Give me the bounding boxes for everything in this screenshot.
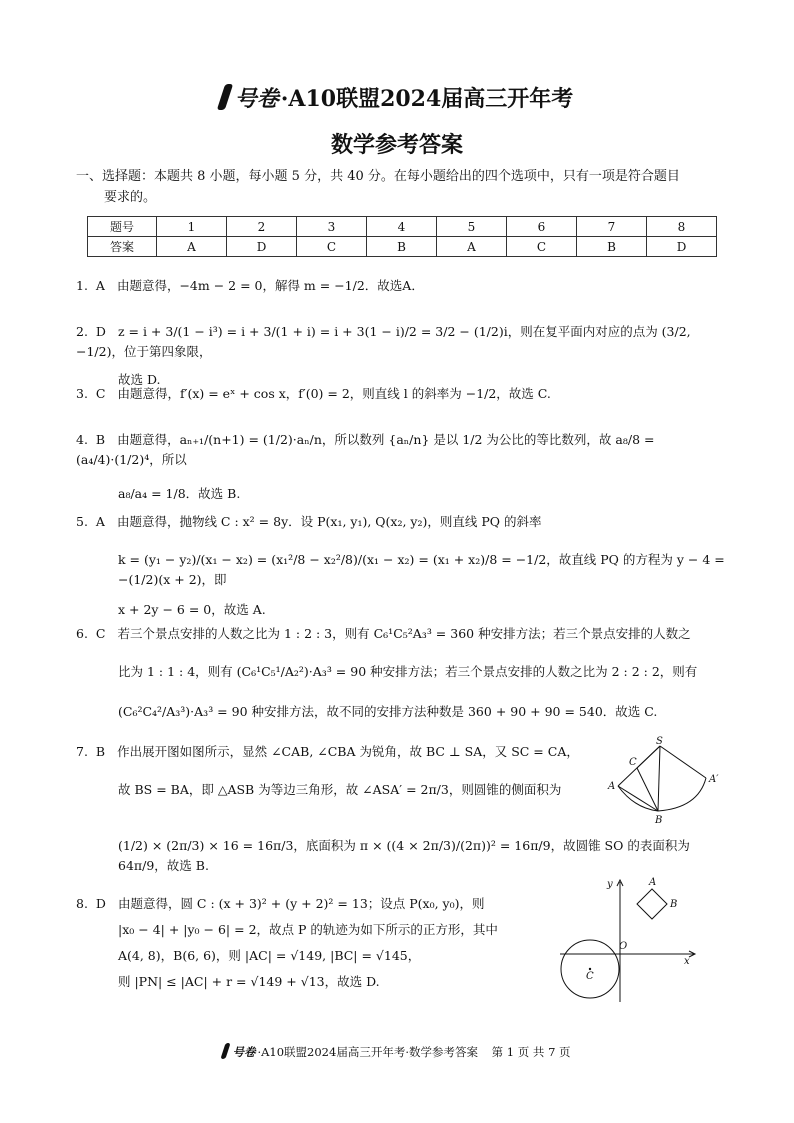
question-7 xyxy=(76,742,616,800)
label-C: C xyxy=(629,757,637,768)
question-text-cont: 则 |PN| ≤ |AC| + r = √149 + √13，故选 D. xyxy=(118,974,380,989)
section-heading xyxy=(76,166,726,208)
center-point xyxy=(589,968,591,970)
question-1 xyxy=(76,276,726,296)
table-cell: A xyxy=(437,237,507,257)
label-x: x xyxy=(684,956,690,967)
table-cell: B xyxy=(367,237,437,257)
label-B: B xyxy=(670,899,678,910)
table-cell: 5 xyxy=(437,217,507,237)
footer-logo-text: 号卷 xyxy=(232,1045,256,1059)
question-text-cont: A(4, 8)，B(6, 6)，则 |AC| = √149, |BC| = √145， xyxy=(118,948,421,963)
question-text-cont: k = (y₁ − y₂)/(x₁ − x₂) = (x₁²/8 − x₂²/8)/(x₁ − x₂) = (x₁ + x₂)/8 = −1/2，故直线 PQ 的方程为 y − 4 = −(1/2)(x + 2)，即 xyxy=(118,552,725,587)
question-answer: D xyxy=(95,896,106,911)
table-row-numbers xyxy=(88,217,717,237)
answer-table xyxy=(87,216,717,257)
table-cell: A xyxy=(157,237,227,257)
question-answer: B xyxy=(95,744,106,759)
page-number: 第 1 页 共 7 页 xyxy=(491,1045,571,1059)
figure-arc-BA2 xyxy=(658,778,706,811)
table-cell: 8 xyxy=(647,217,717,237)
question-7-text-cont: (1/2) × (2π/3) × 16 = 16π/3，底面积为 π × ((4 × 2π/3)/(2π))² = 16π/9，故圆锥 SO 的表面积为 64π/9，故选 B. xyxy=(118,838,690,873)
question-text: 由题意得，−4m − 2 = 0，解得 m = −1/2．故选A． xyxy=(116,278,424,293)
label-A: A xyxy=(608,781,616,792)
brand-logo-icon xyxy=(216,84,232,110)
question-number: 2. xyxy=(76,324,88,339)
question-number: 5. xyxy=(76,514,88,529)
figure-line-SA2 xyxy=(660,746,706,778)
page-title xyxy=(0,82,794,113)
question-2 xyxy=(76,322,726,390)
question-8 xyxy=(76,894,546,992)
question-text: 由题意得，抛物线 C : x² = 8y．设 P(x₁, y₁), Q(x₂, y₂)，则直线 PQ 的斜率 xyxy=(116,514,542,529)
question-6 xyxy=(76,624,726,722)
table-cell: 6 xyxy=(507,217,577,237)
label-y: y xyxy=(607,879,613,890)
coordinate-figure xyxy=(550,872,700,1012)
label-S: S xyxy=(656,736,663,747)
table-cell: 2 xyxy=(227,217,297,237)
table-row-answers xyxy=(88,237,717,257)
question-answer: B xyxy=(95,432,106,447)
table-cell: D xyxy=(647,237,717,257)
question-number: 4. xyxy=(76,432,88,447)
table-header-cell: 题号 xyxy=(88,217,157,237)
label-O: O xyxy=(619,941,628,952)
question-text-cont: 比为 1 : 1 : 4，则有 (C₆¹C₅¹/A₂²)·A₃³ = 90 种安排方法；若三个景点安排的人数之比为 2 : 2 : 2，则有 xyxy=(118,664,698,679)
question-number: 7. xyxy=(76,744,88,759)
question-text: 作出展开图如图所示，显然 ∠CAB, ∠CBA 为锐角，故 BC ⊥ SA，又 SC = CA， xyxy=(117,744,579,759)
question-text-cont: x + 2y − 6 = 0，故选 A. xyxy=(118,602,266,617)
label-A: A xyxy=(649,877,657,888)
page-subtitle: 数学参考答案 xyxy=(330,132,463,158)
question-3 xyxy=(76,384,726,404)
question-text: 若三个景点安排的人数之比为 1 : 2 : 3，则有 C₆¹C₅²A₃³ = 360 种安排方法；若三个景点安排的人数之 xyxy=(117,626,691,641)
question-text: 由题意得，f′(x) = eˣ + cos x，f′(0) = 2，则直线 l 的斜率为 −1/2，故选 C. xyxy=(117,386,551,401)
question-text: z = i + 3/(1 − i³) = i + 3/(1 + i) = i + 3(1 − i)/2 = 3/2 − (1/2)i，则在复平面内对应的点为 (3/2, −1/2)，位于第四象限， xyxy=(76,324,691,359)
question-answer: A xyxy=(95,514,105,529)
figure-line-SC xyxy=(637,746,660,768)
question-text-cont: (C₆²C₄²/A₃³)·A₃³ = 90 种安排方法，故不同的安排方法种数是 360 + 90 + 90 = 540．故选 C. xyxy=(118,704,658,719)
title-line1: ·A10联盟2024届高三开年考 xyxy=(280,86,574,112)
label-B: B xyxy=(655,815,663,826)
table-cell: C xyxy=(507,237,577,257)
question-number: 3. xyxy=(76,386,88,401)
footer-logo-icon xyxy=(221,1043,231,1059)
question-answer: C xyxy=(95,386,106,401)
label-A-prime: A′ xyxy=(709,774,719,785)
figure-line-SB xyxy=(658,746,660,811)
footer-text: ·A10联盟2024届高三开年考·数学参考答案 xyxy=(257,1045,478,1059)
question-text-cont: 故 BS = BA，即 △ASB 为等边三角形，故 ∠ASA′ = 2π/3，则圆锥的侧面积为 xyxy=(118,782,562,797)
table-cell: 4 xyxy=(367,217,437,237)
footer xyxy=(0,1043,794,1060)
table-cell: C xyxy=(297,237,367,257)
question-text-cont: a₈/a₄ = 1/8．故选 B. xyxy=(118,486,241,501)
table-cell: 7 xyxy=(577,217,647,237)
question-number: 8. xyxy=(76,896,88,911)
cone-net-figure xyxy=(598,736,728,826)
question-4 xyxy=(76,430,726,504)
question-text-cont: |x₀ − 4| + |y₀ − 6| = 2，故点 P 的轨迹为如下所示的正方形，其中 xyxy=(118,922,498,937)
question-answer: A xyxy=(95,278,105,293)
question-text-cont: 故选 D. xyxy=(118,372,161,387)
table-cell: 1 xyxy=(157,217,227,237)
section-heading-line2: 要求的。 xyxy=(104,190,157,205)
question-answer: C xyxy=(95,626,106,641)
question-answer: D xyxy=(95,324,106,339)
question-5 xyxy=(76,512,726,620)
table-cell: 3 xyxy=(297,217,367,237)
section-heading-line1: 一、选择题：本题共 8 小题，每小题 5 分，共 40 分。在每小题给出的四个选项中，只有一项是符合题目 xyxy=(76,169,680,184)
question-number: 1. xyxy=(76,278,88,293)
brand-logo-text: 号卷 xyxy=(234,86,279,112)
square-locus xyxy=(637,889,667,919)
question-text: 由题意得，aₙ₊₁/(n+1) = (1/2)·aₙ/n，所以数列 {aₙ/n} 是以 1/2 为公比的等比数列，故 a₈/8 = (a₄/4)·(1/2)⁴，所以 xyxy=(76,432,655,467)
label-C: C xyxy=(586,971,594,982)
table-cell: D xyxy=(227,237,297,257)
table-header-cell: 答案 xyxy=(88,237,157,257)
question-number: 6. xyxy=(76,626,88,641)
table-cell: B xyxy=(577,237,647,257)
question-text: 由题意得，圆 C : (x + 3)² + (y + 2)² = 13；设点 P(x₀, y₀)，则 xyxy=(117,896,485,911)
